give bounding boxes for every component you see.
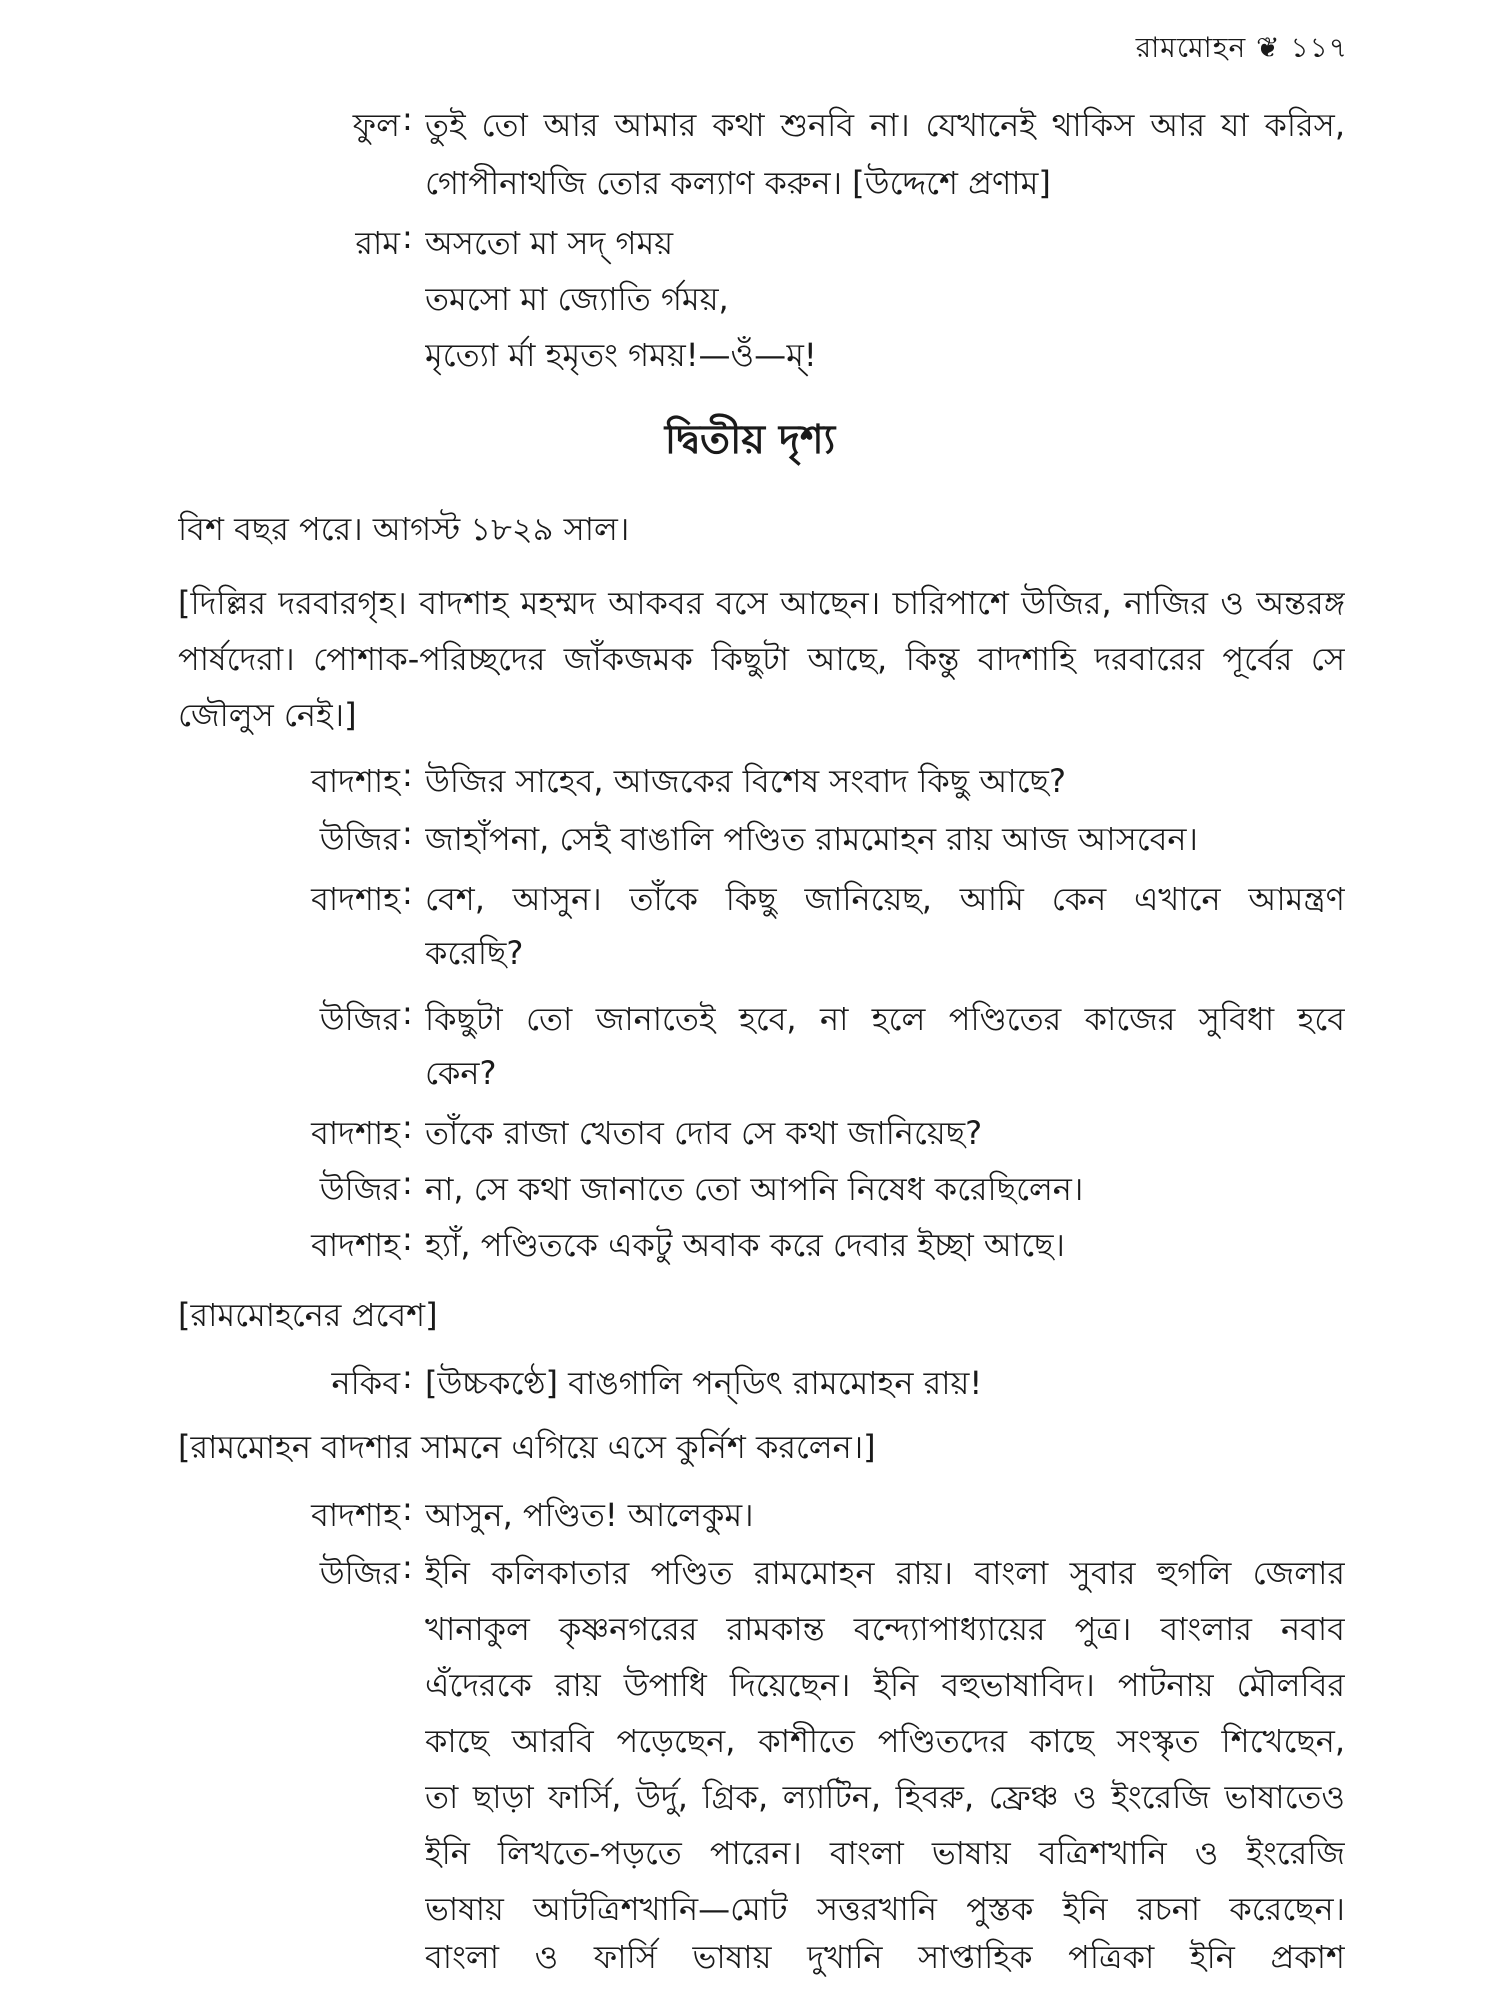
speaker-colon: : [402, 1548, 413, 1586]
stage-direction-text: [দিল্লির দরবারগৃহ। বাদশাহ মহম্মদ আকবর বসে আছেন। চারিপাশে উজির, নাজির ও অন্তরঙ্গ [178, 584, 1345, 622]
dialogue-text: [উচ্চকণ্ঠে] বাঙগালি পন্‌ডিৎ রামমোহন রায়! [425, 1364, 983, 1402]
dialogue-text: ইনি কলিকাতার পণ্ডিত রামমোহন রায়। বাংলা সুবার হুগলি জেলার [425, 1554, 1345, 1592]
dialogue-text: গোপীনাথজি তোর কল্যাণ করুন। [উদ্দেশে প্রণাম] [425, 164, 1051, 202]
speaker-name: উজির [319, 1170, 400, 1208]
speaker-colon: : [402, 994, 413, 1032]
stage-direction-text: জৌলুস নেই।] [178, 696, 357, 734]
dialogue-text: মৃত্যো র্মা হমৃতং গময়!—ওঁ—ম্! [425, 336, 817, 374]
dialogue-text: ইনি লিখতে-পড়তে পারেন। বাংলা ভাষায় বত্রিশখানি ও ইংরেজি [425, 1834, 1345, 1872]
scene-time [0, 504, 1500, 570]
speaker-colon: : [402, 1108, 413, 1146]
stage-direction-text: [রামমোহন বাদশার সামনে এগিয়ে এসে কুর্নিশ করলেন।] [178, 1428, 876, 1466]
dialogue-text: অসতো মা সদ্ গময় [425, 224, 674, 262]
speaker-colon: : [402, 756, 413, 794]
speaker-name: উজির [319, 820, 400, 858]
dialogue-text: কাছে আরবি পড়েছেন, কাশীতে পণ্ডিতদের কাছে সংস্কৃত শিখেছেন, [425, 1722, 1345, 1760]
speaker-colon: : [402, 100, 413, 138]
speaker-colon: : [402, 218, 413, 256]
dialogue-text: তাঁকে রাজা খেতাব দোব সে কথা জানিয়েছ? [425, 1114, 983, 1152]
running-head: রামমোহন ❦ ১১৭ [1135, 31, 1348, 64]
dialogue-line [0, 814, 1500, 880]
dialogue-text: করেছি? [425, 934, 524, 972]
speaker-colon: : [402, 1164, 413, 1202]
stage-direction-line [0, 690, 1500, 756]
dialogue-text: কেন? [425, 1054, 497, 1092]
speaker-colon: : [402, 1220, 413, 1258]
dialogue-text: আসুন, পণ্ডিত! আলেকুম। [425, 1496, 754, 1534]
dialogue-line [0, 158, 1500, 224]
stage-direction-text: [রামমোহনের প্রবেশ] [178, 1296, 438, 1334]
speaker-name: উজির [319, 1000, 400, 1038]
speaker-name: বাদশাহ [311, 1496, 400, 1534]
speaker-colon: : [402, 1358, 413, 1396]
stage-direction [0, 1422, 1500, 1488]
stage-direction [0, 1290, 1500, 1356]
dialogue-text: এঁদেরকে রায় উপাধি দিয়েছেন। ইনি বহুভাষাবিদ। পাটনায় মৌলবির [425, 1666, 1345, 1704]
speaker-colon: : [402, 1490, 413, 1528]
speaker-colon: : [402, 874, 413, 912]
speaker-colon: : [402, 814, 413, 852]
speaker-name: বাদশাহ [311, 1114, 400, 1152]
dialogue-text: বেশ, আসুন। তাঁকে কিছু জানিয়েছ, আমি কেন এখানে আমন্ত্রণ [425, 880, 1345, 918]
dialogue-line [0, 1220, 1500, 1286]
scene-title: দ্বিতীয় দৃশ্য [664, 417, 836, 463]
dialogue-text: তুই তো আর আমার কথা শুনবি না। যেখানেই থাকিস আর যা করিস, [425, 106, 1345, 144]
speaker-name: রাম [355, 224, 400, 262]
speaker-name: উজির [319, 1554, 400, 1592]
dialogue-text: তা ছাড়া ফার্সি, উর্দু, গ্রিক, ল্যাটিন, হিবরু, ফ্রেঞ্চ ও ইংরেজি ভাষাতেও [425, 1778, 1345, 1816]
dialogue-text: বাংলা ও ফার্সি ভাষায় দুখানি সাপ্তাহিক পত্রিকা ইনি প্রকাশ [425, 1938, 1345, 1976]
dialogue-text: কিছুটা তো জানাতেই হবে, না হলে পণ্ডিতের কাজের সুবিধা হবে [425, 1000, 1345, 1038]
speaker-name: নকিব [331, 1364, 400, 1402]
dialogue-text: হ্যাঁ, পণ্ডিতকে একটু অবাক করে দেবার ইচ্ছা আছে। [425, 1226, 1065, 1264]
dialogue-text: জাহাঁপনা, সেই বাঙালি পণ্ডিত রামমোহন রায় আজ আসবেন। [425, 820, 1198, 858]
dialogue-line [0, 1358, 1500, 1424]
dialogue-text: খানাকুল কৃষ্ণনগরের রামকান্ত বন্দ্যোপাধ্যায়ের পুত্র। বাংলার নবাব [425, 1610, 1345, 1648]
dialogue-line [0, 1932, 1500, 1998]
speaker-name: বাদশাহ [311, 880, 400, 918]
dialogue-line [0, 330, 1500, 396]
speaker-name: বাদশাহ [311, 1226, 400, 1264]
dialogue-line [0, 756, 1500, 822]
dialogue-text: তমসো মা জ্যোতি র্গময়, [425, 280, 729, 318]
speaker-name: ফুল [352, 106, 400, 144]
dialogue-line [0, 1490, 1500, 1556]
dialogue-line [0, 1048, 1500, 1114]
scene-time-text: বিশ বছর পরে। আগস্ট ১৮২৯ সাল। [178, 510, 630, 548]
dialogue-line [0, 928, 1500, 994]
dialogue-line [0, 100, 1500, 166]
dialogue-text: উজির সাহেব, আজকের বিশেষ সংবাদ কিছু আছে? [425, 762, 1066, 800]
speaker-name: বাদশাহ [311, 762, 400, 800]
stage-direction-text: পার্ষদেরা। পোশাক-পরিচ্ছদের জাঁকজমক কিছুটা আছে, কিন্তু বাদশাহি দরবারের পূর্বের সে [178, 640, 1345, 678]
dialogue-text: না, সে কথা জানাতে তো আপনি নিষেধ করেছিলেন। [425, 1170, 1084, 1208]
dialogue-text: ভাষায় আটত্রিশখানি—মোট সত্তরখানি পুস্তক ইনি রচনা করেছেন। [425, 1890, 1345, 1928]
